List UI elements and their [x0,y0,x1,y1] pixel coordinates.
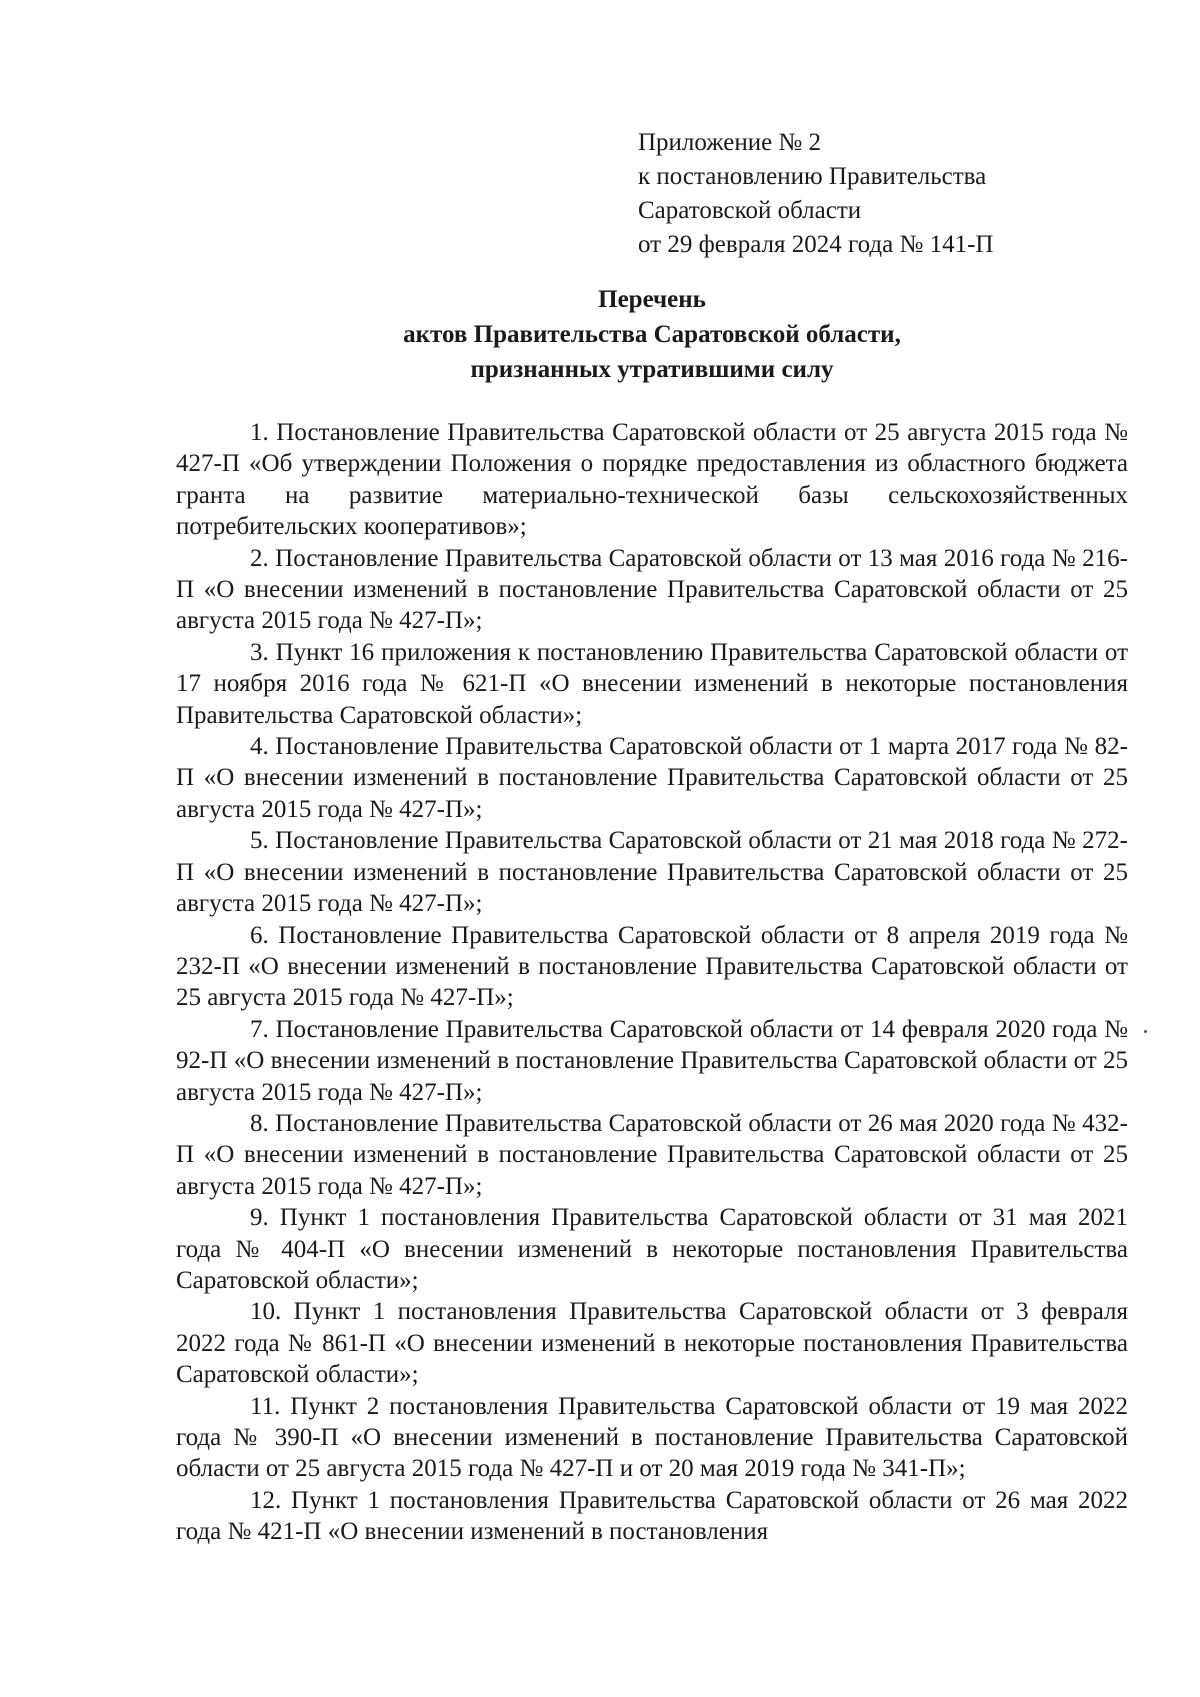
appendix-line-1: Приложение № 2 [638,129,822,156]
list-item-6: 6. Постановление Правительства Саратовской области от 8 апреля 2019 года № 232-П «О внесении изменений в постановление Правительства Саратовской области от 25 августа 2015 года № 427-П»; [176,921,1128,1012]
list-item-10: 10. Пункт 1 постановления Правительства Саратовской области от 3 февраля 2022 года № 861-П «О внесении изменений в некоторые постановления Правительства Саратовской области»; [176,1298,1128,1389]
list-item-11: 11. Пункт 2 постановления Правительства Саратовской области от 19 мая 2022 года № 390-П «О внесении изменений в постановление Правительства Саратовской области от 25 августа 2015 года № 427-П и от 20 мая 2019 года № 341-П»; [176,1392,1128,1483]
list-item-5: 5. Постановление Правительства Саратовской области от 21 мая 2018 года № 272-П «О внесении изменений в постановление Правительства Саратовской области от 25 августа 2015 года № 427-П»; [176,827,1128,918]
scan-speck [1144,1030,1147,1033]
list-item-9: 9. Пункт 1 постановления Правительства Саратовской области от 31 мая 2021 года № 404-П «О внесении изменений в некоторые постановления Правительства Саратовской области»; [176,1204,1128,1294]
list-item-3: 3. Пункт 16 приложения к постановлению Правительства Саратовской области от 17 ноября 2016 года № 621-П «О внесении изменений в некоторые постановления Правительства Саратовской области»; [176,638,1128,729]
list-item-8: 8. Постановление Правительства Саратовской области от 26 мая 2020 года № 432-П «О внесении изменений в постановление Правительства Саратовской области от 25 августа 2015 года № 427-П»; [176,1109,1128,1200]
title-line-2: актов Правительства Саратовской области, [403,321,901,348]
appendix-line-3: Саратовской области [638,197,862,224]
title-line-3: признанных утратившими силу [470,356,834,383]
acts-list [176,417,1128,1548]
list-item-12: 12. Пункт 1 постановления Правительства Саратовской области от 26 мая 2022 года № 421-П «О внесении изменений в постановления [176,1486,1128,1546]
appendix-header [638,126,993,262]
appendix-line-4: от 29 февраля 2024 года № 141-П [638,231,994,258]
list-item-1: 1. Постановление Правительства Саратовской области от 25 августа 2015 года № 427-П «Об утверждении Положения о порядке предоставления из областного бюджета гранта на развитие материально-технической базы сельскохозяйственных потребительских кооперативов»; [176,419,1128,541]
list-item-2: 2. Постановление Правительства Саратовской области от 13 мая 2016 года № 216-П «О внесении изменений в постановление Правительства Саратовской области от 25 августа 2015 года № 427-П»; [176,544,1128,635]
appendix-line-2: к постановлению Правительства [638,163,987,190]
list-item-4: 4. Постановление Правительства Саратовской области от 1 марта 2017 года № 82-П «О внесении изменений в постановление Правительства Саратовской области от 25 августа 2015 года № 427-П»; [176,733,1128,823]
title-line-1: Перечень [598,286,706,313]
list-item-7: 7. Постановление Правительства Саратовской области от 14 февраля 2020 года № 92-П «О внесении изменений в постановление Правительства Саратовской области от 25 августа 2015 года № 427-П»; [176,1015,1128,1106]
document-title [176,282,1128,387]
